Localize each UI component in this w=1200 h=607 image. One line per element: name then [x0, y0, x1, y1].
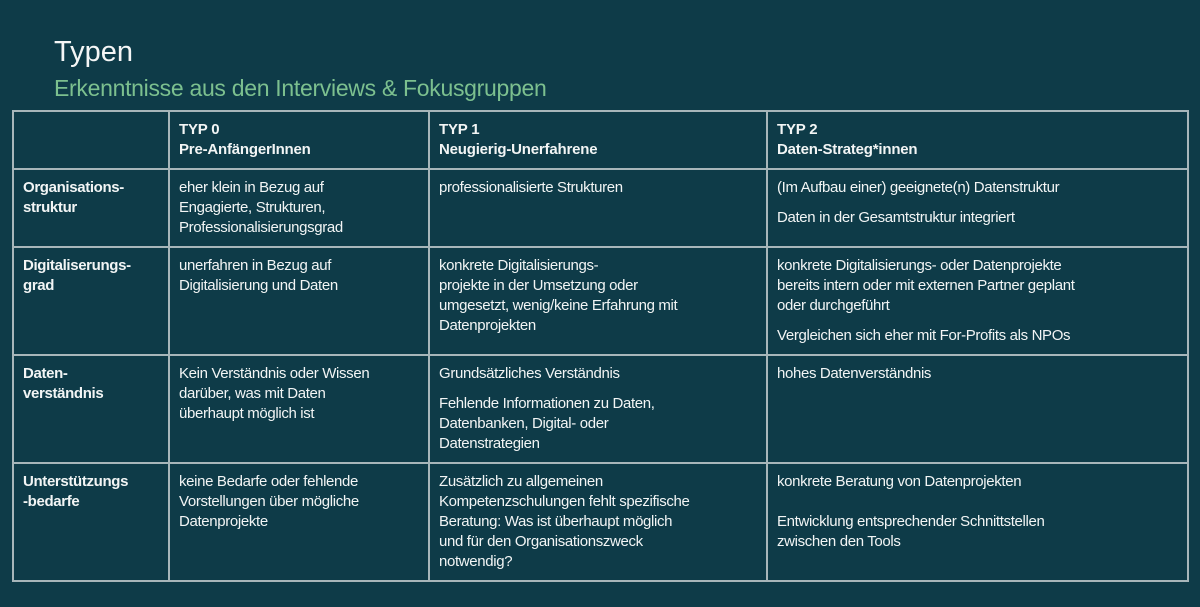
cell-text: Vergleichen sich eher mit For-Profits als NPOs [777, 327, 1071, 344]
typ-label: TYP 0 [179, 121, 220, 138]
cell-text: eher klein in Bezug auf Engagierte, Strukturen, Professionalisierungsgrad [179, 179, 343, 236]
cell-text: Kein Verständnis oder Wissen darüber, was mit Daten überhaupt möglich ist [179, 365, 370, 422]
typ-name: Daten-Strateg*innen [777, 141, 918, 158]
row-label: Unterstützungs -bedarfe [13, 463, 169, 581]
typ-name: Pre-AnfängerInnen [179, 141, 311, 158]
row-label: Organisations- struktur [13, 169, 169, 247]
cell-text: konkrete Digitalisierungs- projekte in der Umsetzung oder umgesetzt, wenig/keine Erfahrung mit Datenprojekten [439, 257, 678, 334]
table-header-row [13, 111, 1188, 169]
table-cell [169, 169, 429, 247]
cell-text: Daten in der Gesamtstruktur integriert [777, 209, 1015, 226]
types-table [12, 110, 1189, 582]
row-label: Daten- verständnis [13, 355, 169, 463]
cell-text: Fehlende Informationen zu Daten, Datenbanken, Digital- oder Datenstrategien [439, 395, 655, 452]
cell-text: konkrete Digitalisierungs- oder Datenprojekte bereits intern oder mit externen Partner geplant oder durchgeführt [777, 257, 1075, 314]
table-row [13, 169, 1188, 247]
table-row [13, 355, 1188, 463]
cell-text: hohes Datenverständnis [777, 365, 932, 382]
cell-text: (Im Aufbau einer) geeignete(n) Datenstruktur [777, 179, 1060, 196]
cell-text: konkrete Beratung von Datenprojekten [777, 473, 1022, 490]
header-empty-cell [13, 111, 169, 169]
typ-label: TYP 2 [777, 121, 818, 138]
typ-label: TYP 1 [439, 121, 480, 138]
table-cell [767, 463, 1188, 581]
table-cell [169, 463, 429, 581]
slide-subtitle: Erkenntnisse aus den Interviews & Fokusgruppen [54, 75, 547, 101]
cell-text: professionalisierte Strukturen [439, 179, 623, 196]
cell-text: unerfahren in Bezug auf Digitalisierung und Daten [179, 257, 338, 294]
header-typ-1 [429, 111, 767, 169]
table-row [13, 463, 1188, 581]
header-typ-0 [169, 111, 429, 169]
table-cell [169, 247, 429, 355]
slide-title: Typen [54, 36, 133, 68]
cell-text: Grundsätzliches Verständnis [439, 365, 620, 382]
cell-text: Zusätzlich zu allgemeinen Kompetenzschulungen fehlt spezifische Beratung: Was ist überhaupt möglich und für den Organisationszweck notwendig? [439, 473, 690, 570]
table-cell [767, 355, 1188, 463]
table-cell [767, 247, 1188, 355]
table-row [13, 247, 1188, 355]
table-cell [429, 247, 767, 355]
table-cell [169, 355, 429, 463]
header-typ-2 [767, 111, 1188, 169]
typ-name: Neugierig-Unerfahrene [439, 141, 598, 158]
table-cell [429, 463, 767, 581]
cell-text: keine Bedarfe oder fehlende Vorstellungen über mögliche Datenprojekte [179, 473, 359, 530]
cell-text: Entwicklung entsprechender Schnittstellen zwischen den Tools [777, 513, 1045, 550]
table-cell [429, 169, 767, 247]
table-cell [767, 169, 1188, 247]
table-cell [429, 355, 767, 463]
row-label: Digitaliserungs- grad [13, 247, 169, 355]
